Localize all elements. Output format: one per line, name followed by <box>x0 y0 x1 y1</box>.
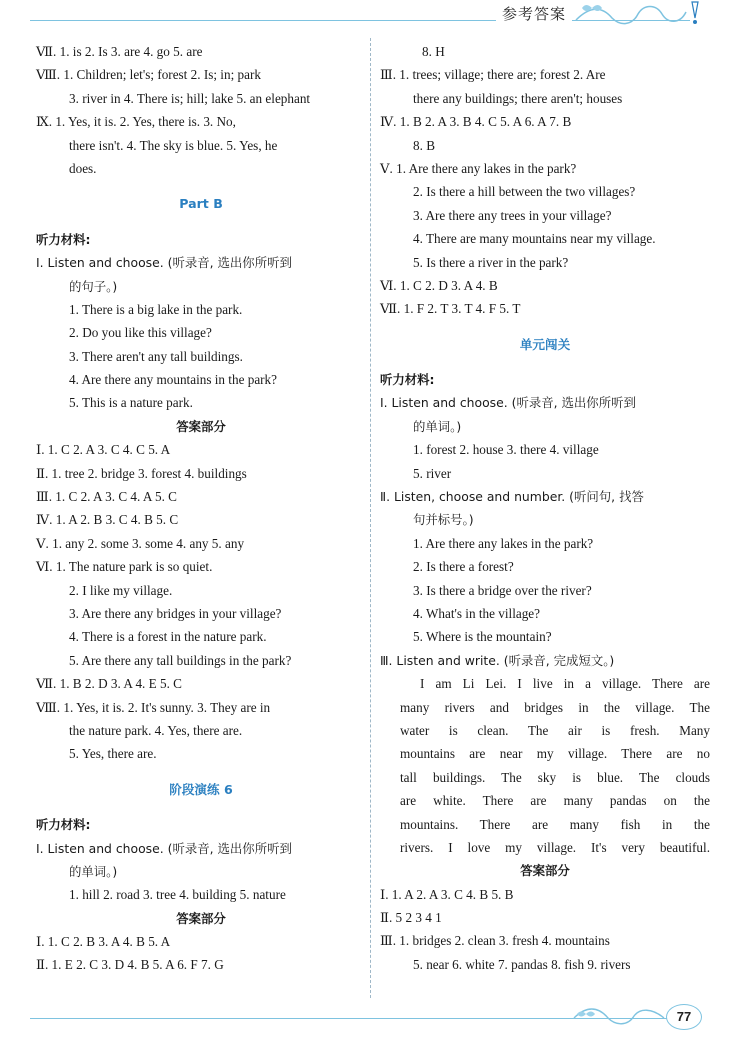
passage-line: many rivers and bridges in the village. The <box>400 699 710 715</box>
listening-line: 2. Do you like this village? <box>69 325 212 341</box>
answer-line: Ⅰ. 1. C 2. B 3. A 4. B 5. A <box>36 934 171 950</box>
listening-line: 5. Where is the mountain? <box>413 629 552 645</box>
listening-line: 4. Are there any mountains in the park? <box>69 372 278 388</box>
listening-line: Ⅰ. Listen and choose. (听录音, 选出你所听到 <box>380 395 636 411</box>
listening-material-title: 听力材料: <box>380 372 435 388</box>
answer-line: there any buildings; there aren't; houses <box>413 90 623 106</box>
answer-line: 2. I like my village. <box>69 582 173 598</box>
listening-line: 2. Is there a forest? <box>413 559 514 575</box>
listening-line: 句并标号。) <box>413 512 474 528</box>
swirl-ornament-icon <box>572 1004 668 1028</box>
listening-line: Ⅲ. Listen and write. (听录音, 完成短文。) <box>380 652 615 668</box>
answer-line: there isn't. 4. The sky is blue. 5. Yes, he <box>69 137 278 153</box>
listening-line: 的句子。) <box>69 278 118 294</box>
answer-line: 5. Yes, there are. <box>69 746 157 762</box>
answer-line: Ⅴ. 1. any 2. some 3. some 4. any 5. any <box>36 535 245 551</box>
answer-line: 3. river in 4. There is; hill; lake 5. an elephant <box>69 90 311 106</box>
answer-line: the nature park. 4. Yes, there are. <box>69 722 243 738</box>
answer-line: Ⅷ. 1. Yes, it is. 2. It's sunny. 3. They are in <box>36 699 271 715</box>
answer-section-title: 答案部分 <box>176 418 226 434</box>
answer-line: 3. Are there any trees in your village? <box>413 207 612 223</box>
answer-line: 5. near 6. white 7. pandas 8. fish 9. rivers <box>413 956 631 972</box>
listening-line: 1. Are there any lakes in the park? <box>413 535 594 551</box>
answer-line: Ⅶ. 1. B 2. D 3. A 4. E 5. C <box>36 676 182 692</box>
section-title-unit-test: 单元闯关 <box>519 336 571 352</box>
answer-line: 5. Is there a river in the park? <box>413 254 569 270</box>
section-title-part-b: Part B <box>179 196 223 212</box>
answer-line: Ⅷ. 1. Children; let's; forest 2. Is; in; park <box>36 67 261 83</box>
passage-line: rivers. I love my village. It's very beautiful. <box>400 839 710 855</box>
passage-line: I am Li Lei. I live in a village. There are <box>420 676 710 692</box>
answer-section-title: 答案部分 <box>176 910 226 926</box>
answer-line: Ⅶ. 1. is 2. Is 3. are 4. go 5. are <box>36 44 203 59</box>
answer-line: Ⅵ. 1. The nature park is so quiet. <box>36 559 213 575</box>
answer-line: Ⅸ. 1. Yes, it is. 2. Yes, there is. 3. No, <box>36 114 236 130</box>
listening-line: 3. Is there a bridge over the river? <box>413 582 592 598</box>
page-header <box>0 0 756 32</box>
answer-section-title: 答案部分 <box>520 863 570 879</box>
listening-line: 1. There is a big lake in the park. <box>69 301 243 317</box>
passage-line: are white. There are many pandas on the <box>400 793 710 809</box>
answer-line: Ⅲ. 1. C 2. A 3. C 4. A 5. C <box>36 489 177 505</box>
left-column <box>36 40 366 977</box>
listening-line: 1. hill 2. road 3. tree 4. building 5. nature <box>69 887 286 903</box>
passage-line: mountains. There are many fish in the <box>400 816 710 832</box>
page-number: 77 <box>666 1004 702 1030</box>
listening-material-title: 听力材料: <box>36 817 91 833</box>
answer-line: Ⅰ. 1. C 2. A 3. C 4. C 5. A <box>36 442 171 458</box>
passage-line: water is clean. The air is fresh. Many <box>400 722 710 738</box>
listening-line: 5. river <box>413 465 452 481</box>
answer-line: Ⅱ. 1. tree 2. bridge 3. forest 4. buildings <box>36 465 247 481</box>
answer-line: Ⅰ. 1. A 2. A 3. C 4. B 5. B <box>380 886 514 902</box>
answer-line: Ⅵ. 1. C 2. D 3. A 4. B <box>380 277 498 293</box>
listening-line: Ⅱ. Listen, choose and number. (听问句, 找答 <box>380 489 644 505</box>
listening-line: 1. forest 2. house 3. there 4. village <box>413 442 599 458</box>
answer-line: Ⅳ. 1. A 2. B 3. C 4. B 5. C <box>36 512 179 528</box>
listening-line: 4. What's in the village? <box>413 605 541 621</box>
answer-line: Ⅶ. 1. F 2. T 3. T 4. F 5. T <box>380 301 521 317</box>
answer-line: Ⅱ. 1. E 2. C 3. D 4. B 5. A 6. F 7. G <box>36 957 224 973</box>
answer-line: Ⅳ. 1. B 2. A 3. B 4. C 5. A 6. A 7. B <box>380 114 572 130</box>
passage-line: mountains are near my village. There are no <box>400 746 710 762</box>
answer-line: 8. H <box>422 44 445 59</box>
listening-line: 3. There aren't any tall buildings. <box>69 348 243 364</box>
listening-material-title: 听力材料: <box>36 231 91 247</box>
answer-line: does. <box>69 160 97 176</box>
answer-line: 2. Is there a hill between the two villages? <box>413 184 636 200</box>
listening-line: 5. This is a nature park. <box>69 395 193 411</box>
listening-line: 的单词。) <box>69 863 118 879</box>
answer-line: 5. Are there any tall buildings in the park? <box>69 652 292 668</box>
butterfly-swirl-icon <box>572 0 704 28</box>
right-column <box>380 40 710 976</box>
listening-line: Ⅰ. Listen and choose. (听录音, 选出你所听到 <box>36 255 292 271</box>
answer-line: 4. There are many mountains near my village. <box>413 231 656 247</box>
answer-line: 8. B <box>413 137 435 153</box>
answer-line: Ⅲ. 1. trees; village; there are; forest 2. Are <box>380 67 606 83</box>
passage-line: tall buildings. The sky is blue. The clouds <box>400 769 710 785</box>
answer-line: 3. Are there any bridges in your village? <box>69 605 282 621</box>
column-divider <box>370 38 371 998</box>
header-title: 参考答案 <box>496 3 572 24</box>
answer-line: Ⅴ. 1. Are there any lakes in the park? <box>380 160 577 176</box>
answer-line: Ⅲ. 1. bridges 2. clean 3. fresh 4. mountains <box>380 933 610 949</box>
listening-line: Ⅰ. Listen and choose. (听录音, 选出你所听到 <box>36 840 292 856</box>
answer-line: Ⅱ. 5 2 3 4 1 <box>380 910 442 926</box>
answer-line: 4. There is a forest in the nature park. <box>69 629 267 645</box>
listening-line: 的单词。) <box>413 418 462 434</box>
section-title-stage-6: 阶段演练 6 <box>169 781 233 797</box>
